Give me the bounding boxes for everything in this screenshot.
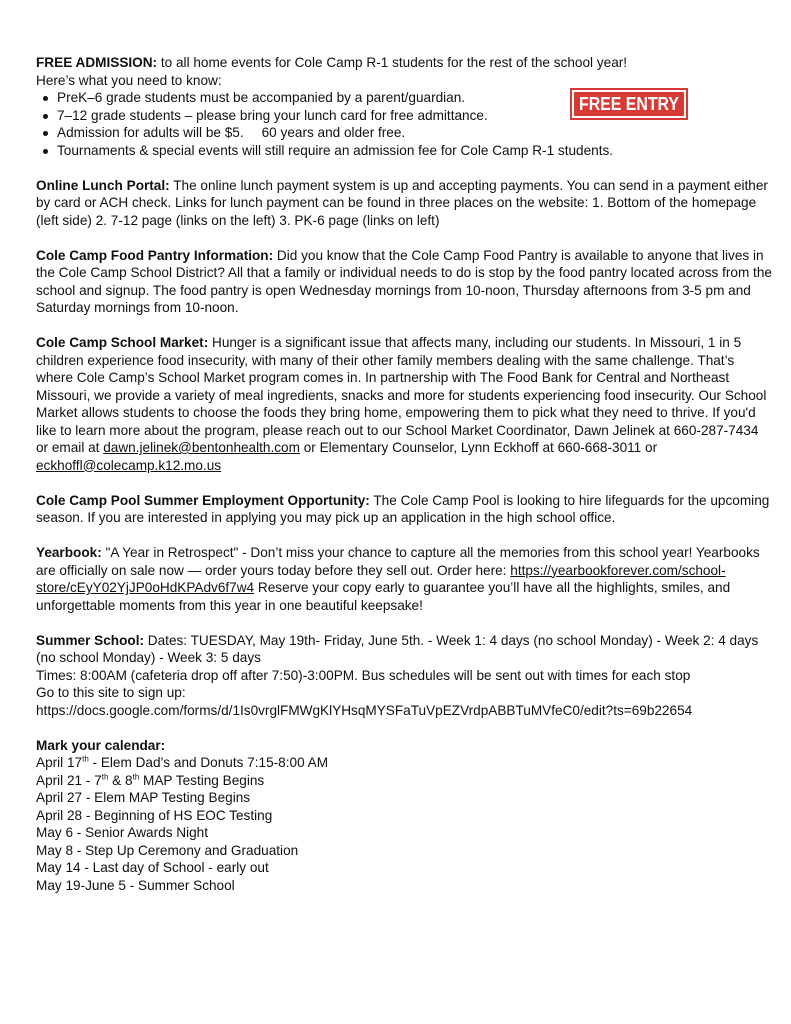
pantry-heading: Cole Camp Food Pantry Information: <box>36 247 274 263</box>
market-heading: Cole Camp School Market: <box>36 335 209 350</box>
calendar-section <box>36 737 772 895</box>
svg-text:FREE ENTRY: FREE ENTRY <box>579 94 679 114</box>
summer-dates: Summer School: Dates: TUESDAY, May 19th- Friday, June 5th. - Week 1: 4 days (no school Monday) - Week 2: 4 days (no school Monday) - Week 3: 5 days <box>36 632 759 665</box>
yearbook-heading: Yearbook: <box>36 545 102 560</box>
calendar-item: April 17th - Elem Dad’s and Donuts 7:15-8:00 AM <box>36 754 329 770</box>
lunch-heading: Online Lunch Portal: <box>36 177 170 193</box>
list-item: 7–12 grade students – please bring your lunch card for free admittance. <box>57 107 772 125</box>
lunch-section: Online Lunch Portal: The online lunch payment system is up and accepting payments. You can send in a payment either by card or ACH check. Links for lunch payment can be found in three places on the website: 1. Bottom of the homepage (left side) 2. 7-12 page (links on the left) 3. PK-6 page (links on left) <box>36 177 768 228</box>
admission-heading: FREE ADMISSION: <box>36 55 158 70</box>
newsletter-body <box>36 54 772 912</box>
summer-signup: Go to this site to sign up: <box>36 685 186 700</box>
market-section: Cole Camp School Market: Hunger is a significant issue that affects many, including our students. In Missouri, 1 in 5 children experience food insecurity, with many of their other family members dealing with the same challenge. That’s where Cole Camp’s School Market program comes in. In partnership with The Food Bank for Central and Northeast Missouri, we provide a variety of meal ingredients, snacks and more for students experiencing food insecurity. Our School Market allows students to choose the foods they bring home, empowering them to pick what they need to thrive. If you'd like to learn more about the program, please reach out to our School Market Coordinator, Dawn Jelinek at 660-287-7434 or email at dawn.jelinek@bentonhealth.com or Elementary Counselor, Lynn Eckhoff at 660-668-3011 or eckhoffl@colecamp.k12.mo.us <box>36 335 767 473</box>
free-entry-stamp <box>570 88 688 120</box>
calendar-item: April 28 - Beginning of HS EOC Testing <box>36 807 273 823</box>
summer-school-section <box>36 632 772 720</box>
calendar-heading: Mark your calendar: <box>36 737 166 753</box>
calendar-item: May 19-June 5 - Summer School <box>36 877 235 893</box>
pantry-section: Cole Camp Food Pantry Information: Did you know that the Cole Camp Food Pantry is available to anyone that lives in the Cole Camp School District? All that a family or individual needs to do is stop by the food pantry located across from the school and signup. The food pantry is open Wednesday mornings from 10-noon, Thursday afternoons from 3-5 pm and Saturday mornings from 10-noon. <box>36 247 772 315</box>
admission-intro: FREE ADMISSION: to all home events for Cole Camp R-1 students for the rest of the school year! <box>36 55 628 70</box>
summer-heading: Summer School: <box>36 632 145 648</box>
list-item: Admission for adults will be $5. 60 years and older free. <box>57 124 772 142</box>
list-item: Tournaments & special events will still require an admission fee for Cole Camp R-1 students. <box>57 142 772 160</box>
yearbook-link[interactable]: https://yearbookforever.com/school-store/cEyY02YjJP0oHdKPAdv6f7w4 <box>36 562 726 595</box>
calendar-item: April 27 - Elem MAP Testing Begins <box>36 790 251 805</box>
email-link-lynn[interactable]: eckhoffl@colecamp.k12.mo.us <box>36 457 222 473</box>
free-entry-logo <box>577 94 681 114</box>
summer-url: https://docs.google.com/forms/d/1Is0vrglFMWgKlYHsqMYSFaTuVpEZVrdpABBTuMVfeC0/edit?ts=69b22654 <box>36 702 693 718</box>
calendar-item: May 6 - Senior Awards Night <box>36 825 209 840</box>
summer-times: Times: 8:00AM (cafeteria drop off after 7:50)-3:00PM. Bus schedules will be sent out with times for each stop <box>36 667 691 683</box>
list-item: PreK–6 grade students must be accompanied by a parent/guardian. <box>57 89 772 107</box>
pool-section: Cole Camp Pool Summer Employment Opportunity: The Cole Camp Pool is looking to hire lifeguards for the upcoming season. If you are interested in applying you may pick up an application in the high school office. <box>36 492 770 525</box>
pool-heading: Cole Camp Pool Summer Employment Opportunity: <box>36 492 370 508</box>
need-to-know: Here’s what you need to know: <box>36 72 222 88</box>
yearbook-section: Yearbook: "A Year in Retrospect" - Don’t miss your chance to capture all the memories from this school year! Yearbooks are officially on sale now — order yours today before they sell out. Order here: https://yearbookforever.com/school-store/cEyY02YjJP0oHdKPAdv6f7w4 Reserve your copy early to guarantee you’ll have all the highlights, smiles, and unforgettable moments from this year in one beautiful keepsake! <box>36 545 760 613</box>
calendar-item: May 8 - Step Up Ceremony and Graduation <box>36 842 299 858</box>
calendar-item: April 21 - 7th & 8th MAP Testing Begins <box>36 771 265 788</box>
email-link-dawn[interactable]: dawn.jelinek@bentonhealth.com <box>103 440 300 455</box>
calendar-item: May 14 - Last day of School - early out <box>36 860 269 875</box>
